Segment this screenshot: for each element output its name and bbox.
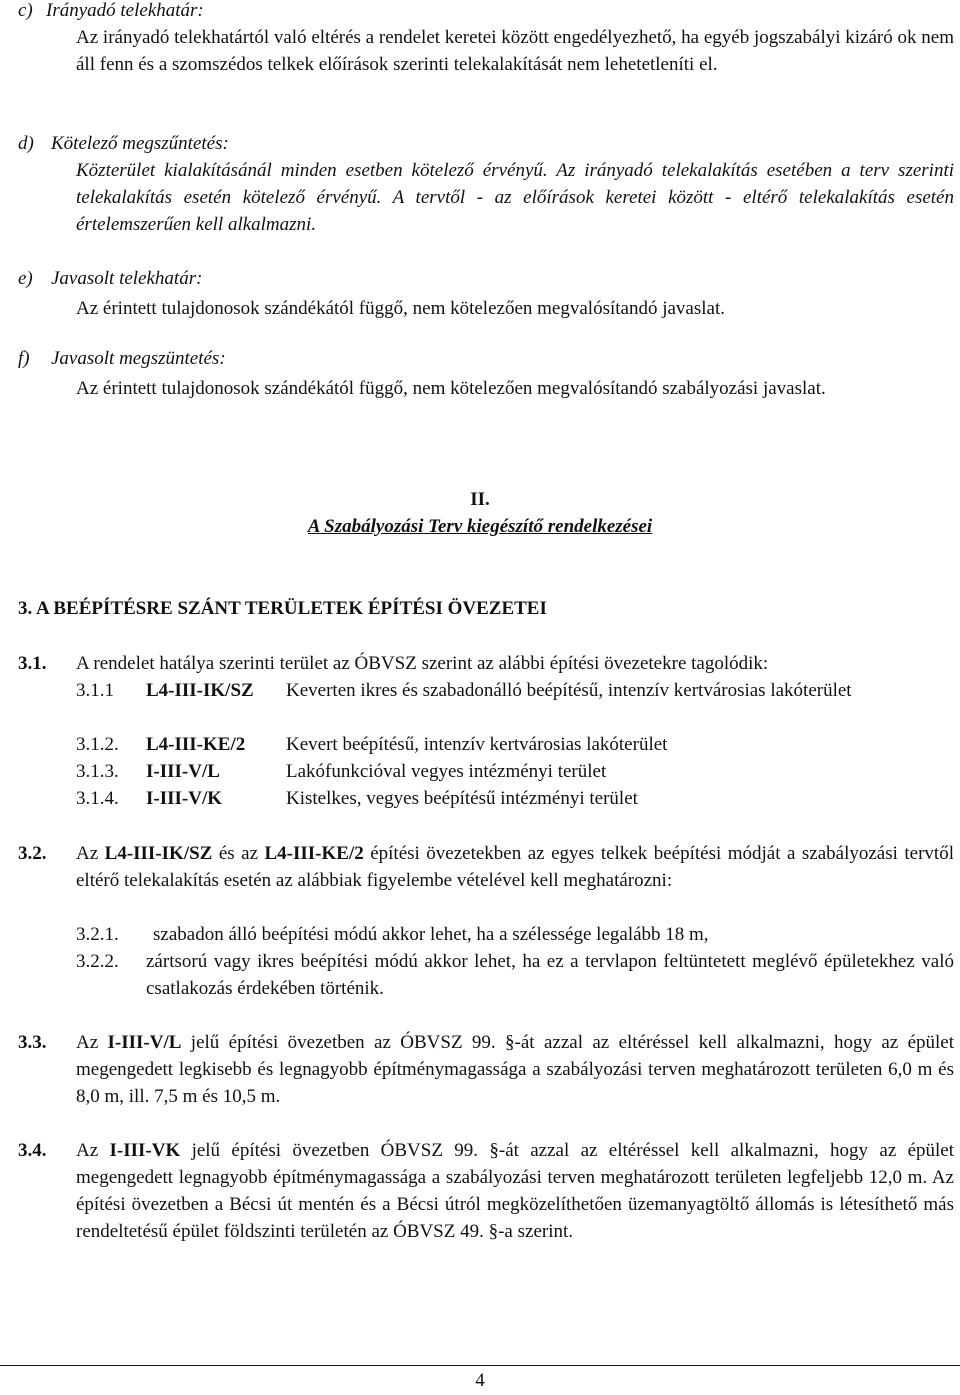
p31-item-2-number: 3.1.2.	[76, 734, 119, 755]
p31-item-1-desc: Keverten ikres és szabadonálló beépítésű, intenzív kertvárosias lakóterület	[286, 680, 852, 701]
footer-divider	[0, 1365, 960, 1366]
p33-code: I-III-V/L	[107, 1032, 182, 1053]
p31-item-1-number: 3.1.1	[76, 680, 114, 701]
p32-text	[76, 840, 954, 894]
p33-pre: Az	[76, 1032, 108, 1053]
section-c-label: c)	[18, 0, 33, 21]
section-d-label: d)	[18, 133, 34, 154]
p31-number: 3.1.	[18, 653, 47, 674]
section-c-text: Az irányadó telekhatártól való eltérés a rendelet keretei között engedélyezhető, ha egyéb jogszabályi kizáró ok nem áll fenn és a szomszédos telkek előírások szerinti telekalakítását nem lehetetleníti el.	[76, 27, 954, 75]
p32-item-1-text: szabadon álló beépítési módú akkor lehet, ha a szélessége legalább 18 m,	[153, 924, 709, 945]
p31-item-4-desc: Kistelkes, vegyes beépítésű intézményi terület	[286, 788, 638, 809]
section-e-text: Az érintett tulajdonosok szándékától függő, nem kötelezően megvalósítandó javaslat.	[76, 298, 725, 319]
p32-item-2-text: zártsorú vagy ikres beépítési módú akkor lehet, ha ez a tervlapon feltüntetett meglévő épületekhez való csatlakozás érdekében történik.	[146, 951, 954, 999]
p31-item-2-desc: Kevert beépítésű, intenzív kertvárosias lakóterület	[286, 734, 668, 755]
chapter-title	[0, 513, 960, 540]
section-d-title: Kötelező megszűntetés:	[51, 133, 229, 154]
section-d-heading	[18, 130, 318, 157]
p33-text	[76, 1029, 954, 1110]
section-e-title: Javasolt telekhatár:	[51, 268, 203, 289]
p32-code-2: L4-III-KE/2	[264, 843, 364, 864]
section-c-title: Irányadó telekhatár:	[46, 0, 204, 21]
p33-post: jelű építési övezetben az ÓBVSZ 99. §-át azzal az eltéréssel kell alkalmazni, hogy az épület megengedett legkisebb és legnagyobb építménymagassága a szabályozási terven meghatározott területen 6,0 m és 8,0 m, ill. 7,5 m és 10,5 m.	[76, 1032, 955, 1107]
p32-item-1-number: 3.2.1.	[76, 924, 119, 945]
p34-number: 3.4.	[18, 1140, 47, 1161]
chapter-number: II.	[470, 489, 490, 510]
section-e-label: e)	[18, 268, 33, 289]
p31-item-4-code: I-III-V/K	[146, 788, 223, 809]
p33-number: 3.3.	[18, 1032, 47, 1053]
section-e-heading	[18, 265, 318, 292]
p32-pre: Az	[76, 843, 105, 864]
p31-text: A rendelet hatálya szerinti terület az ÓBVSZ szerint az alábbi építési övezetekre tagolódik:	[76, 653, 769, 674]
section-f-text: Az érintett tulajdonosok szándékától függő, nem kötelezően megvalósítandó szabályozási javaslat.	[76, 378, 826, 399]
section-f-heading	[18, 345, 318, 372]
p31-item-4-number: 3.1.4.	[76, 788, 119, 809]
section-3-heading: 3. A BEÉPÍTÉSRE SZÁNT TERÜLETEK ÉPÍTÉSI ÖVEZETEI	[18, 598, 547, 619]
p31-item-2-code: L4-III-KE/2	[146, 734, 246, 755]
p31-item-3-number: 3.1.3.	[76, 761, 119, 782]
p34-post: jelű építési övezetben ÓBVSZ 99. §-át azzal az eltéréssel kell alkalmazni, hogy az épület megengedett legnagyobb építménymagassága a szabályozási terven meghatározott területen legfeljebb 12,0 m. Az építési övezetben a Bécsi út mentén és a Bécsi útról megközelíthetően üzemanyagtöltő állomás is létesíthető más rendeltetésű épület földszinti területén az ÓBVSZ 49. §-a szerint.	[76, 1140, 955, 1242]
p32-post: építési övezetekben az egyes telkek beépítési módját a szabályozási tervtől eltérő telekalakítás esetén az alábbiak figyelembe vételével kell meghatározni:	[76, 843, 954, 891]
section-c-heading	[18, 0, 204, 24]
section-d-text: Közterület kialakításánál minden esetben kötelező érvényű. Az irányadó telekalakítás esetében a terv szerinti telekalakítás esetén kötelező érvényű. A tervtől - az előírások keretei között - eltérő telekalakítás esetén értelemszerűen kell alkalmazni.	[76, 160, 954, 235]
page-number: 4	[475, 1370, 485, 1391]
p32-item-2-number: 3.2.2.	[76, 951, 119, 972]
p32-mid: és az	[212, 843, 265, 864]
p34-pre: Az	[76, 1140, 110, 1161]
p32-number: 3.2.	[18, 843, 47, 864]
p32-code-1: L4-III-IK/SZ	[104, 843, 213, 864]
section-f-title: Javasolt megszüntetés:	[51, 348, 226, 369]
p31-item-1-code: L4-III-IK/SZ	[146, 680, 254, 701]
p34-code: I-III-VK	[109, 1140, 181, 1161]
section-f-label: f)	[18, 348, 30, 369]
p31-item-3-desc: Lakófunkcióval vegyes intézményi terület	[286, 761, 607, 782]
p31-item-3-code: I-III-V/L	[146, 761, 220, 782]
p34-text	[76, 1137, 954, 1245]
chapter-title-text: A Szabályozási Terv kiegészítő rendelkezései	[307, 516, 653, 537]
